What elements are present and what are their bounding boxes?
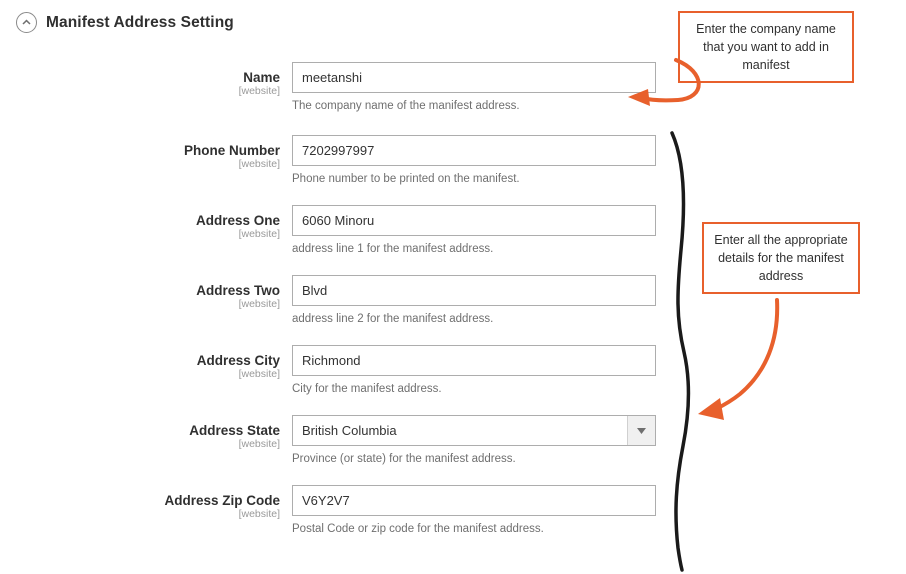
field-row-phone-number (0, 135, 700, 186)
label-scope: [website] (238, 158, 280, 170)
field-label-address-zip-code (0, 485, 292, 521)
chevron-down-icon[interactable] (627, 416, 655, 445)
name-input[interactable] (292, 62, 656, 93)
address-two-note: address line 2 for the manifest address. (292, 313, 494, 325)
annotation-callout-all-details: Enter all the appropriate details for the manifest address (702, 222, 860, 294)
chevron-up-circle-icon[interactable] (16, 12, 37, 33)
field-label-phone-number (0, 135, 292, 171)
address-state-note: Province (or state) for the manifest address. (292, 453, 516, 465)
address-two-input[interactable] (292, 275, 656, 306)
page-title: Manifest Address Setting (46, 13, 234, 31)
section-header[interactable] (16, 12, 234, 33)
manifest-address-form (0, 62, 700, 536)
address-state-value[interactable] (292, 415, 656, 446)
field-control-phone-number (292, 135, 656, 186)
field-control-address-zip-code (292, 485, 656, 536)
arrow-to-field-group (698, 300, 777, 420)
label-scope: [website] (238, 298, 280, 310)
field-control-name (292, 62, 656, 113)
label-scope: [website] (238, 368, 280, 380)
address-city-input[interactable] (292, 345, 656, 376)
label-text: Address State (189, 423, 280, 438)
phone-number-input[interactable] (292, 135, 656, 166)
field-control-address-one (292, 205, 656, 256)
name-note: The company name of the manifest address. (292, 100, 520, 112)
label-scope: [website] (238, 228, 280, 240)
address-city-note: City for the manifest address. (292, 383, 442, 395)
field-row-address-zip-code (0, 485, 700, 536)
label-text: Address One (195, 213, 280, 228)
phone-number-note: Phone number to be printed on the manifest. (292, 173, 520, 185)
field-control-address-two (292, 275, 656, 326)
label-scope: [website] (238, 85, 280, 97)
label-text: Phone Number (183, 143, 280, 158)
label-text: Address Two (196, 283, 280, 298)
label-text: Name (243, 70, 280, 85)
field-label-name (0, 62, 292, 98)
field-control-address-state (292, 415, 656, 466)
field-row-address-two (0, 275, 700, 326)
field-label-address-one (0, 205, 292, 241)
label-text: Address Zip Code (164, 493, 280, 508)
label-scope: [website] (238, 438, 280, 450)
address-zip-code-input[interactable] (292, 485, 656, 516)
address-one-note: address line 1 for the manifest address. (292, 243, 494, 255)
field-row-name (0, 62, 700, 113)
address-one-input[interactable] (292, 205, 656, 236)
label-scope: [website] (238, 508, 280, 520)
field-label-address-state (0, 415, 292, 451)
label-text: Address City (196, 353, 280, 368)
address-zip-code-note: Postal Code or zip code for the manifest address. (292, 523, 544, 535)
address-state-select[interactable] (292, 415, 656, 446)
field-row-address-city (0, 345, 700, 396)
field-label-address-city (0, 345, 292, 381)
field-control-address-city (292, 345, 656, 396)
annotation-callout-company-name: Enter the company name that you want to add in manifest (678, 11, 854, 83)
field-row-address-state (0, 415, 700, 466)
field-label-address-two (0, 275, 292, 311)
field-row-address-one (0, 205, 700, 256)
